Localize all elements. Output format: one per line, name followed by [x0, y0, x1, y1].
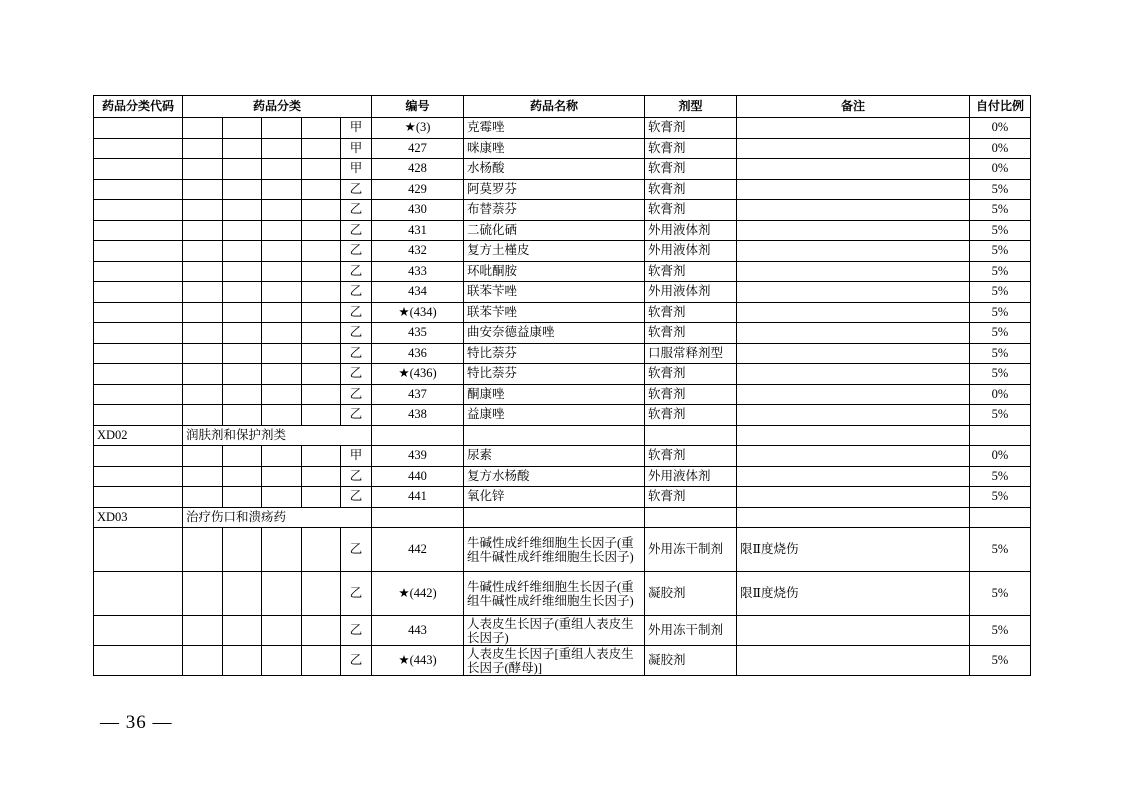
category-code-cell: [94, 118, 183, 139]
table-row: [94, 282, 1031, 303]
category-code-cell: [94, 282, 183, 303]
drug-name-cell: 氧化锌: [464, 487, 645, 508]
category-level-cell: [302, 384, 341, 405]
drug-name-cell: 牛碱性成纤维细胞生长因子(重组牛碱性成纤维细胞生长因子): [464, 528, 645, 572]
note-cell: [737, 646, 970, 676]
ratio-cell: 5%: [970, 220, 1031, 241]
category-level-cell: [183, 528, 223, 572]
drug-name-cell: 人表皮生长因子[重组人表皮生长因子(酵母)]: [464, 646, 645, 676]
note-cell: [737, 118, 970, 139]
note-cell: 限Ⅱ度烧伤: [737, 528, 970, 572]
ratio-cell: 0%: [970, 138, 1031, 159]
note-cell: [737, 200, 970, 221]
ratio-cell: 5%: [970, 364, 1031, 385]
category-level-cell: [262, 302, 302, 323]
category-level-cell: [262, 343, 302, 364]
category-level-cell: [183, 487, 223, 508]
dosage-form-cell: 外用冻干制剂: [645, 616, 737, 646]
number-cell: 433: [372, 261, 464, 282]
table-row: [94, 528, 1031, 572]
category-code-cell: [94, 446, 183, 467]
category-level-cell: [262, 282, 302, 303]
category-code-cell: [94, 646, 183, 676]
note-cell: [737, 384, 970, 405]
note-cell: [737, 302, 970, 323]
category-level-cell: [302, 446, 341, 467]
category-code-cell: [94, 343, 183, 364]
category-level-cell: [183, 405, 223, 426]
table-row: [94, 364, 1031, 385]
ratio-cell: 5%: [970, 572, 1031, 616]
header-name: 药品名称: [464, 96, 645, 118]
drug-name-cell: 复方水杨酸: [464, 466, 645, 487]
category-level-cell: [223, 646, 262, 676]
category-level-cell: [223, 220, 262, 241]
category-level-cell: [223, 343, 262, 364]
drug-name-cell: 特比萘芬: [464, 364, 645, 385]
note-cell: [737, 179, 970, 200]
ratio-cell: 0%: [970, 384, 1031, 405]
category-level-cell: [262, 220, 302, 241]
ratio-cell: 5%: [970, 646, 1031, 676]
note-cell: [737, 405, 970, 426]
grade-cell: 乙: [341, 179, 372, 200]
number-cell: 428: [372, 159, 464, 180]
ratio-cell: 5%: [970, 528, 1031, 572]
grade-cell: 甲: [341, 138, 372, 159]
header-note: 备注: [737, 96, 970, 118]
category-level-cell: [223, 138, 262, 159]
category-code-cell: [94, 241, 183, 262]
category-level-cell: [302, 466, 341, 487]
number-cell: [372, 425, 464, 446]
category-code-cell: [94, 405, 183, 426]
category-level-cell: [183, 646, 223, 676]
grade-cell: 乙: [341, 528, 372, 572]
drug-name-cell: [464, 425, 645, 446]
header-category: 药品分类: [183, 96, 372, 118]
number-cell: 427: [372, 138, 464, 159]
category-level-cell: [223, 261, 262, 282]
table-row: [94, 572, 1031, 616]
category-level-cell: [302, 302, 341, 323]
dosage-form-cell: 凝胶剂: [645, 646, 737, 676]
category-level-cell: [262, 446, 302, 467]
category-level-cell: [262, 261, 302, 282]
dosage-form-cell: 软膏剂: [645, 261, 737, 282]
category-level-cell: [302, 118, 341, 139]
dosage-form-cell: [645, 507, 737, 528]
grade-cell: 乙: [341, 616, 372, 646]
dosage-form-cell: 软膏剂: [645, 179, 737, 200]
category-level-cell: [223, 241, 262, 262]
number-cell: ★(442): [372, 572, 464, 616]
category-level-cell: [183, 159, 223, 180]
number-cell: [372, 507, 464, 528]
drug-name-cell: [464, 507, 645, 528]
note-cell: [737, 323, 970, 344]
note-cell: [737, 220, 970, 241]
ratio-cell: 5%: [970, 282, 1031, 303]
category-level-cell: [262, 466, 302, 487]
category-level-cell: [223, 466, 262, 487]
dosage-form-cell: 外用液体剂: [645, 282, 737, 303]
number-cell: 441: [372, 487, 464, 508]
category-level-cell: [302, 261, 341, 282]
dosage-form-cell: 软膏剂: [645, 487, 737, 508]
note-cell: [737, 261, 970, 282]
ratio-cell: 5%: [970, 261, 1031, 282]
category-level-cell: [223, 384, 262, 405]
ratio-cell: 5%: [970, 405, 1031, 426]
category-code-cell: [94, 261, 183, 282]
category-level-cell: [183, 572, 223, 616]
category-level-cell: [223, 282, 262, 303]
note-cell: [737, 241, 970, 262]
category-level-cell: [223, 179, 262, 200]
ratio-cell: 5%: [970, 466, 1031, 487]
grade-cell: 乙: [341, 487, 372, 508]
category-code-cell: [94, 302, 183, 323]
dosage-form-cell: 软膏剂: [645, 384, 737, 405]
category-level-cell: [223, 302, 262, 323]
note-cell: [737, 446, 970, 467]
note-cell: 限Ⅱ度烧伤: [737, 572, 970, 616]
category-level-cell: [183, 261, 223, 282]
category-level-cell: [223, 118, 262, 139]
table-row: [94, 466, 1031, 487]
number-cell: 431: [372, 220, 464, 241]
drug-list-table: [93, 95, 1031, 676]
category-level-cell: [183, 446, 223, 467]
category-level-cell: [302, 323, 341, 344]
category-code-cell: [94, 179, 183, 200]
table-row: [94, 261, 1031, 282]
category-level-cell: [302, 405, 341, 426]
number-cell: 440: [372, 466, 464, 487]
number-cell: 432: [372, 241, 464, 262]
ratio-cell: 5%: [970, 179, 1031, 200]
ratio-cell: 5%: [970, 241, 1031, 262]
category-code-cell: [94, 466, 183, 487]
dosage-form-cell: 外用液体剂: [645, 466, 737, 487]
drug-name-cell: 布替萘芬: [464, 200, 645, 221]
number-cell: 439: [372, 446, 464, 467]
table-row: [94, 220, 1031, 241]
note-cell: [737, 159, 970, 180]
drug-name-cell: 联苯苄唑: [464, 302, 645, 323]
category-level-cell: [302, 646, 341, 676]
header-code: 药品分类代码: [94, 96, 183, 118]
dosage-form-cell: 口服常释剂型: [645, 343, 737, 364]
category-level-cell: [262, 364, 302, 385]
drug-name-cell: 人表皮生长因子(重组人表皮生长因子): [464, 616, 645, 646]
grade-cell: 乙: [341, 241, 372, 262]
grade-cell: 乙: [341, 646, 372, 676]
category-code-cell: [94, 384, 183, 405]
grade-cell: 乙: [341, 572, 372, 616]
dosage-form-cell: 软膏剂: [645, 159, 737, 180]
grade-cell: 乙: [341, 302, 372, 323]
category-level-cell: [262, 528, 302, 572]
category-level-cell: [262, 241, 302, 262]
ratio-cell: 5%: [970, 487, 1031, 508]
drug-name-cell: 阿莫罗芬: [464, 179, 645, 200]
number-cell: 443: [372, 616, 464, 646]
category-level-cell: [262, 138, 302, 159]
category-level-cell: [262, 118, 302, 139]
number-cell: 438: [372, 405, 464, 426]
table-row: [94, 384, 1031, 405]
drug-name-cell: 尿素: [464, 446, 645, 467]
number-cell: ★(443): [372, 646, 464, 676]
note-cell: [737, 138, 970, 159]
drug-name-cell: 酮康唑: [464, 384, 645, 405]
grade-cell: 乙: [341, 282, 372, 303]
header-number: 编号: [372, 96, 464, 118]
note-cell: [737, 616, 970, 646]
category-level-cell: [262, 179, 302, 200]
dosage-form-cell: 外用液体剂: [645, 220, 737, 241]
category-level-cell: [183, 138, 223, 159]
grade-cell: 乙: [341, 364, 372, 385]
number-cell: ★(3): [372, 118, 464, 139]
category-code-cell: [94, 323, 183, 344]
category-code-cell: [94, 138, 183, 159]
drug-name-cell: 复方土槿皮: [464, 241, 645, 262]
dosage-form-cell: 软膏剂: [645, 302, 737, 323]
ratio-cell: [970, 425, 1031, 446]
drug-name-cell: 牛碱性成纤维细胞生长因子(重组牛碱性成纤维细胞生长因子): [464, 572, 645, 616]
page-number: — 36 —: [100, 712, 173, 733]
table-row: [94, 118, 1031, 139]
dosage-form-cell: 软膏剂: [645, 138, 737, 159]
ratio-cell: 5%: [970, 616, 1031, 646]
table-row: [94, 179, 1031, 200]
header-ratio: 自付比例: [970, 96, 1031, 118]
category-level-cell: [262, 616, 302, 646]
header-row: [94, 96, 1031, 118]
number-cell: 429: [372, 179, 464, 200]
category-code-cell: [94, 487, 183, 508]
category-level-cell: [183, 241, 223, 262]
number-cell: ★(434): [372, 302, 464, 323]
ratio-cell: 5%: [970, 200, 1031, 221]
category-level-cell: [223, 616, 262, 646]
category-level-cell: [223, 323, 262, 344]
category-level-cell: [183, 118, 223, 139]
category-level-cell: [302, 138, 341, 159]
table-row: [94, 616, 1031, 646]
category-level-cell: [302, 572, 341, 616]
ratio-cell: 5%: [970, 302, 1031, 323]
table-row: [94, 138, 1031, 159]
category-level-cell: [302, 528, 341, 572]
category-level-cell: [183, 364, 223, 385]
dosage-form-cell: 外用冻干制剂: [645, 528, 737, 572]
category-level-cell: [223, 405, 262, 426]
category-level-cell: [262, 572, 302, 616]
category-code-cell: XD02: [94, 425, 183, 446]
category-level-cell: [302, 220, 341, 241]
dosage-form-cell: 凝胶剂: [645, 572, 737, 616]
dosage-form-cell: [645, 425, 737, 446]
category-level-cell: [223, 364, 262, 385]
category-level-cell: [262, 384, 302, 405]
category-name-cell: 治疗伤口和溃疡药: [183, 507, 372, 528]
category-level-cell: [262, 159, 302, 180]
table-row: [94, 425, 1031, 446]
category-level-cell: [183, 179, 223, 200]
note-cell: [737, 507, 970, 528]
number-cell: 436: [372, 343, 464, 364]
category-level-cell: [223, 159, 262, 180]
category-level-cell: [183, 384, 223, 405]
category-code-cell: XD03: [94, 507, 183, 528]
category-level-cell: [223, 446, 262, 467]
category-level-cell: [183, 282, 223, 303]
category-level-cell: [183, 200, 223, 221]
category-code-cell: [94, 200, 183, 221]
dosage-form-cell: 软膏剂: [645, 323, 737, 344]
grade-cell: 乙: [341, 343, 372, 364]
dosage-form-cell: 软膏剂: [645, 118, 737, 139]
category-level-cell: [223, 572, 262, 616]
dosage-form-cell: 软膏剂: [645, 446, 737, 467]
note-cell: [737, 282, 970, 303]
dosage-form-cell: 软膏剂: [645, 200, 737, 221]
category-level-cell: [302, 282, 341, 303]
category-level-cell: [223, 200, 262, 221]
table-row: [94, 646, 1031, 676]
drug-name-cell: 水杨酸: [464, 159, 645, 180]
drug-name-cell: 咪康唑: [464, 138, 645, 159]
grade-cell: 乙: [341, 220, 372, 241]
ratio-cell: 5%: [970, 323, 1031, 344]
table-row: [94, 446, 1031, 467]
dosage-form-cell: 软膏剂: [645, 364, 737, 385]
category-level-cell: [183, 220, 223, 241]
category-level-cell: [183, 323, 223, 344]
drug-name-cell: 二硫化硒: [464, 220, 645, 241]
drug-name-cell: 环吡酮胺: [464, 261, 645, 282]
category-level-cell: [183, 616, 223, 646]
ratio-cell: 5%: [970, 343, 1031, 364]
category-level-cell: [302, 343, 341, 364]
grade-cell: 乙: [341, 200, 372, 221]
table-row: [94, 487, 1031, 508]
grade-cell: 甲: [341, 446, 372, 467]
category-level-cell: [302, 364, 341, 385]
ratio-cell: [970, 507, 1031, 528]
drug-name-cell: 益康唑: [464, 405, 645, 426]
category-level-cell: [262, 323, 302, 344]
category-level-cell: [302, 616, 341, 646]
category-level-cell: [223, 528, 262, 572]
category-level-cell: [183, 466, 223, 487]
table-row: [94, 241, 1031, 262]
table-row: [94, 159, 1031, 180]
note-cell: [737, 343, 970, 364]
category-code-cell: [94, 572, 183, 616]
grade-cell: 乙: [341, 323, 372, 344]
number-cell: 437: [372, 384, 464, 405]
drug-name-cell: 特比萘芬: [464, 343, 645, 364]
table-row: [94, 405, 1031, 426]
number-cell: 430: [372, 200, 464, 221]
ratio-cell: 0%: [970, 118, 1031, 139]
category-level-cell: [302, 159, 341, 180]
grade-cell: 甲: [341, 159, 372, 180]
category-code-cell: [94, 220, 183, 241]
grade-cell: 乙: [341, 466, 372, 487]
category-level-cell: [262, 405, 302, 426]
category-code-cell: [94, 159, 183, 180]
table-row: [94, 507, 1031, 528]
category-name-cell: 润肤剂和保护剂类: [183, 425, 372, 446]
dosage-form-cell: 软膏剂: [645, 405, 737, 426]
table-row: [94, 302, 1031, 323]
category-level-cell: [262, 646, 302, 676]
table-row: [94, 200, 1031, 221]
category-level-cell: [302, 487, 341, 508]
category-code-cell: [94, 528, 183, 572]
category-level-cell: [302, 241, 341, 262]
category-level-cell: [183, 343, 223, 364]
dosage-form-cell: 外用液体剂: [645, 241, 737, 262]
table-row: [94, 343, 1031, 364]
grade-cell: 乙: [341, 384, 372, 405]
category-code-cell: [94, 364, 183, 385]
drug-name-cell: 联苯苄唑: [464, 282, 645, 303]
category-level-cell: [262, 487, 302, 508]
note-cell: [737, 425, 970, 446]
number-cell: 434: [372, 282, 464, 303]
category-level-cell: [183, 302, 223, 323]
note-cell: [737, 364, 970, 385]
ratio-cell: 0%: [970, 159, 1031, 180]
grade-cell: 乙: [341, 405, 372, 426]
number-cell: 435: [372, 323, 464, 344]
category-code-cell: [94, 616, 183, 646]
number-cell: ★(436): [372, 364, 464, 385]
grade-cell: 乙: [341, 261, 372, 282]
header-form: 剂型: [645, 96, 737, 118]
category-level-cell: [302, 179, 341, 200]
note-cell: [737, 466, 970, 487]
category-level-cell: [262, 200, 302, 221]
ratio-cell: 0%: [970, 446, 1031, 467]
category-level-cell: [302, 200, 341, 221]
drug-name-cell: 曲安奈德益康唑: [464, 323, 645, 344]
category-level-cell: [223, 487, 262, 508]
number-cell: 442: [372, 528, 464, 572]
drug-name-cell: 克霉唑: [464, 118, 645, 139]
note-cell: [737, 487, 970, 508]
table-row: [94, 323, 1031, 344]
grade-cell: 甲: [341, 118, 372, 139]
